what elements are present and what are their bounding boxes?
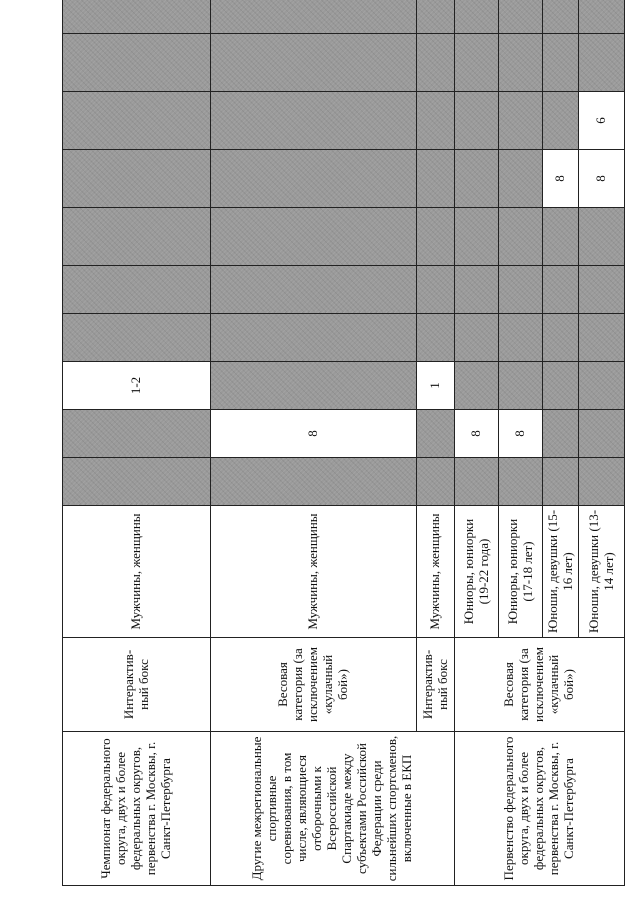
value-cell [211,458,417,506]
value-cell [211,0,417,34]
sports-ranking-table [62,0,625,886]
value-cell [543,362,579,410]
discipline-cell: Интерактив-ный бокс [417,638,455,732]
value-cell [455,266,499,314]
value-cell [579,410,625,458]
event-cell: Первенство федерального округа, двух и более федеральных округов, первенства г. Москвы, г. Санкт-Петербурга [455,732,625,886]
value-cell [417,458,455,506]
value-cell: 1-2 [63,362,211,410]
value-cell: 8 [579,150,625,208]
discipline-cell: Весовая категория (за исключением «кулачный бой») [211,638,417,732]
value-cell: 1 [417,362,455,410]
value-cell [211,314,417,362]
participants-cell: Юноши, девушки (15-16 лет) [543,506,579,638]
value-cell [455,0,499,34]
rotated-table-container [62,34,624,886]
value-cell [499,266,543,314]
value-cell [417,266,455,314]
value-cell [543,410,579,458]
value-cell [455,92,499,150]
value-cell [455,34,499,92]
value-cell [211,34,417,92]
value-cell [417,410,455,458]
value-cell [211,266,417,314]
value-cell [499,362,543,410]
value-cell [417,208,455,266]
value-cell [499,34,543,92]
value-cell: 6 [579,92,625,150]
value-cell [63,314,211,362]
value-cell: 8 [543,150,579,208]
value-cell [63,266,211,314]
value-cell [499,314,543,362]
value-cell [499,92,543,150]
value-cell [417,0,455,34]
value-cell [455,458,499,506]
value-cell [579,314,625,362]
value-cell [455,208,499,266]
value-cell [543,92,579,150]
value-cell [579,0,625,34]
value-cell: 8 [499,410,543,458]
value-cell [455,314,499,362]
value-cell [211,92,417,150]
participants-cell: Мужчины, женщины [417,506,455,638]
value-cell [417,314,455,362]
value-cell [455,150,499,208]
discipline-cell: Весовая категория (за исключением «кулачный бой») [455,638,625,732]
value-cell [455,362,499,410]
value-cell [543,0,579,34]
value-cell [543,314,579,362]
value-cell [579,458,625,506]
value-cell [63,208,211,266]
participants-cell: Юниоры, юниорки (17-18 лет) [499,506,543,638]
value-cell: 8 [211,410,417,458]
participants-cell: Мужчины, женщины [211,506,417,638]
value-cell [211,208,417,266]
participants-cell: Юноши, девушки (13-14 лет) [579,506,625,638]
value-cell [499,150,543,208]
table-row [211,0,417,886]
value-cell [63,410,211,458]
discipline-cell: Интерактив-ный бокс [63,638,211,732]
event-cell: Другие межрегиональные спортивные соревнования, в том числе, являющиеся отборочными к Всероссийской Спартакиаде между субъектами Российской Федерации среди сильнейших спортсменов, включенные в ЕКП [211,732,455,886]
value-cell [63,458,211,506]
value-cell [543,458,579,506]
value-cell [63,150,211,208]
value-cell [63,34,211,92]
table-row [63,0,211,886]
value-cell [543,266,579,314]
value-cell: 8 [455,410,499,458]
value-cell [579,34,625,92]
event-cell: Чемпионат федерального округа, двух и более федеральных округов, первенства г. Москвы, г. Санкт-Петербурга [63,732,211,886]
value-cell [63,0,211,34]
value-cell [211,362,417,410]
value-cell [499,458,543,506]
value-cell [417,92,455,150]
value-cell [499,0,543,34]
value-cell [579,208,625,266]
value-cell [579,362,625,410]
participants-cell: Мужчины, женщины [63,506,211,638]
value-cell [417,34,455,92]
value-cell [499,208,543,266]
value-cell [417,150,455,208]
participants-cell: Юниоры, юниорки (19-22 года) [455,506,499,638]
value-cell [543,208,579,266]
table-row [455,0,499,886]
value-cell [63,92,211,150]
value-cell [543,34,579,92]
value-cell [579,266,625,314]
value-cell [211,150,417,208]
